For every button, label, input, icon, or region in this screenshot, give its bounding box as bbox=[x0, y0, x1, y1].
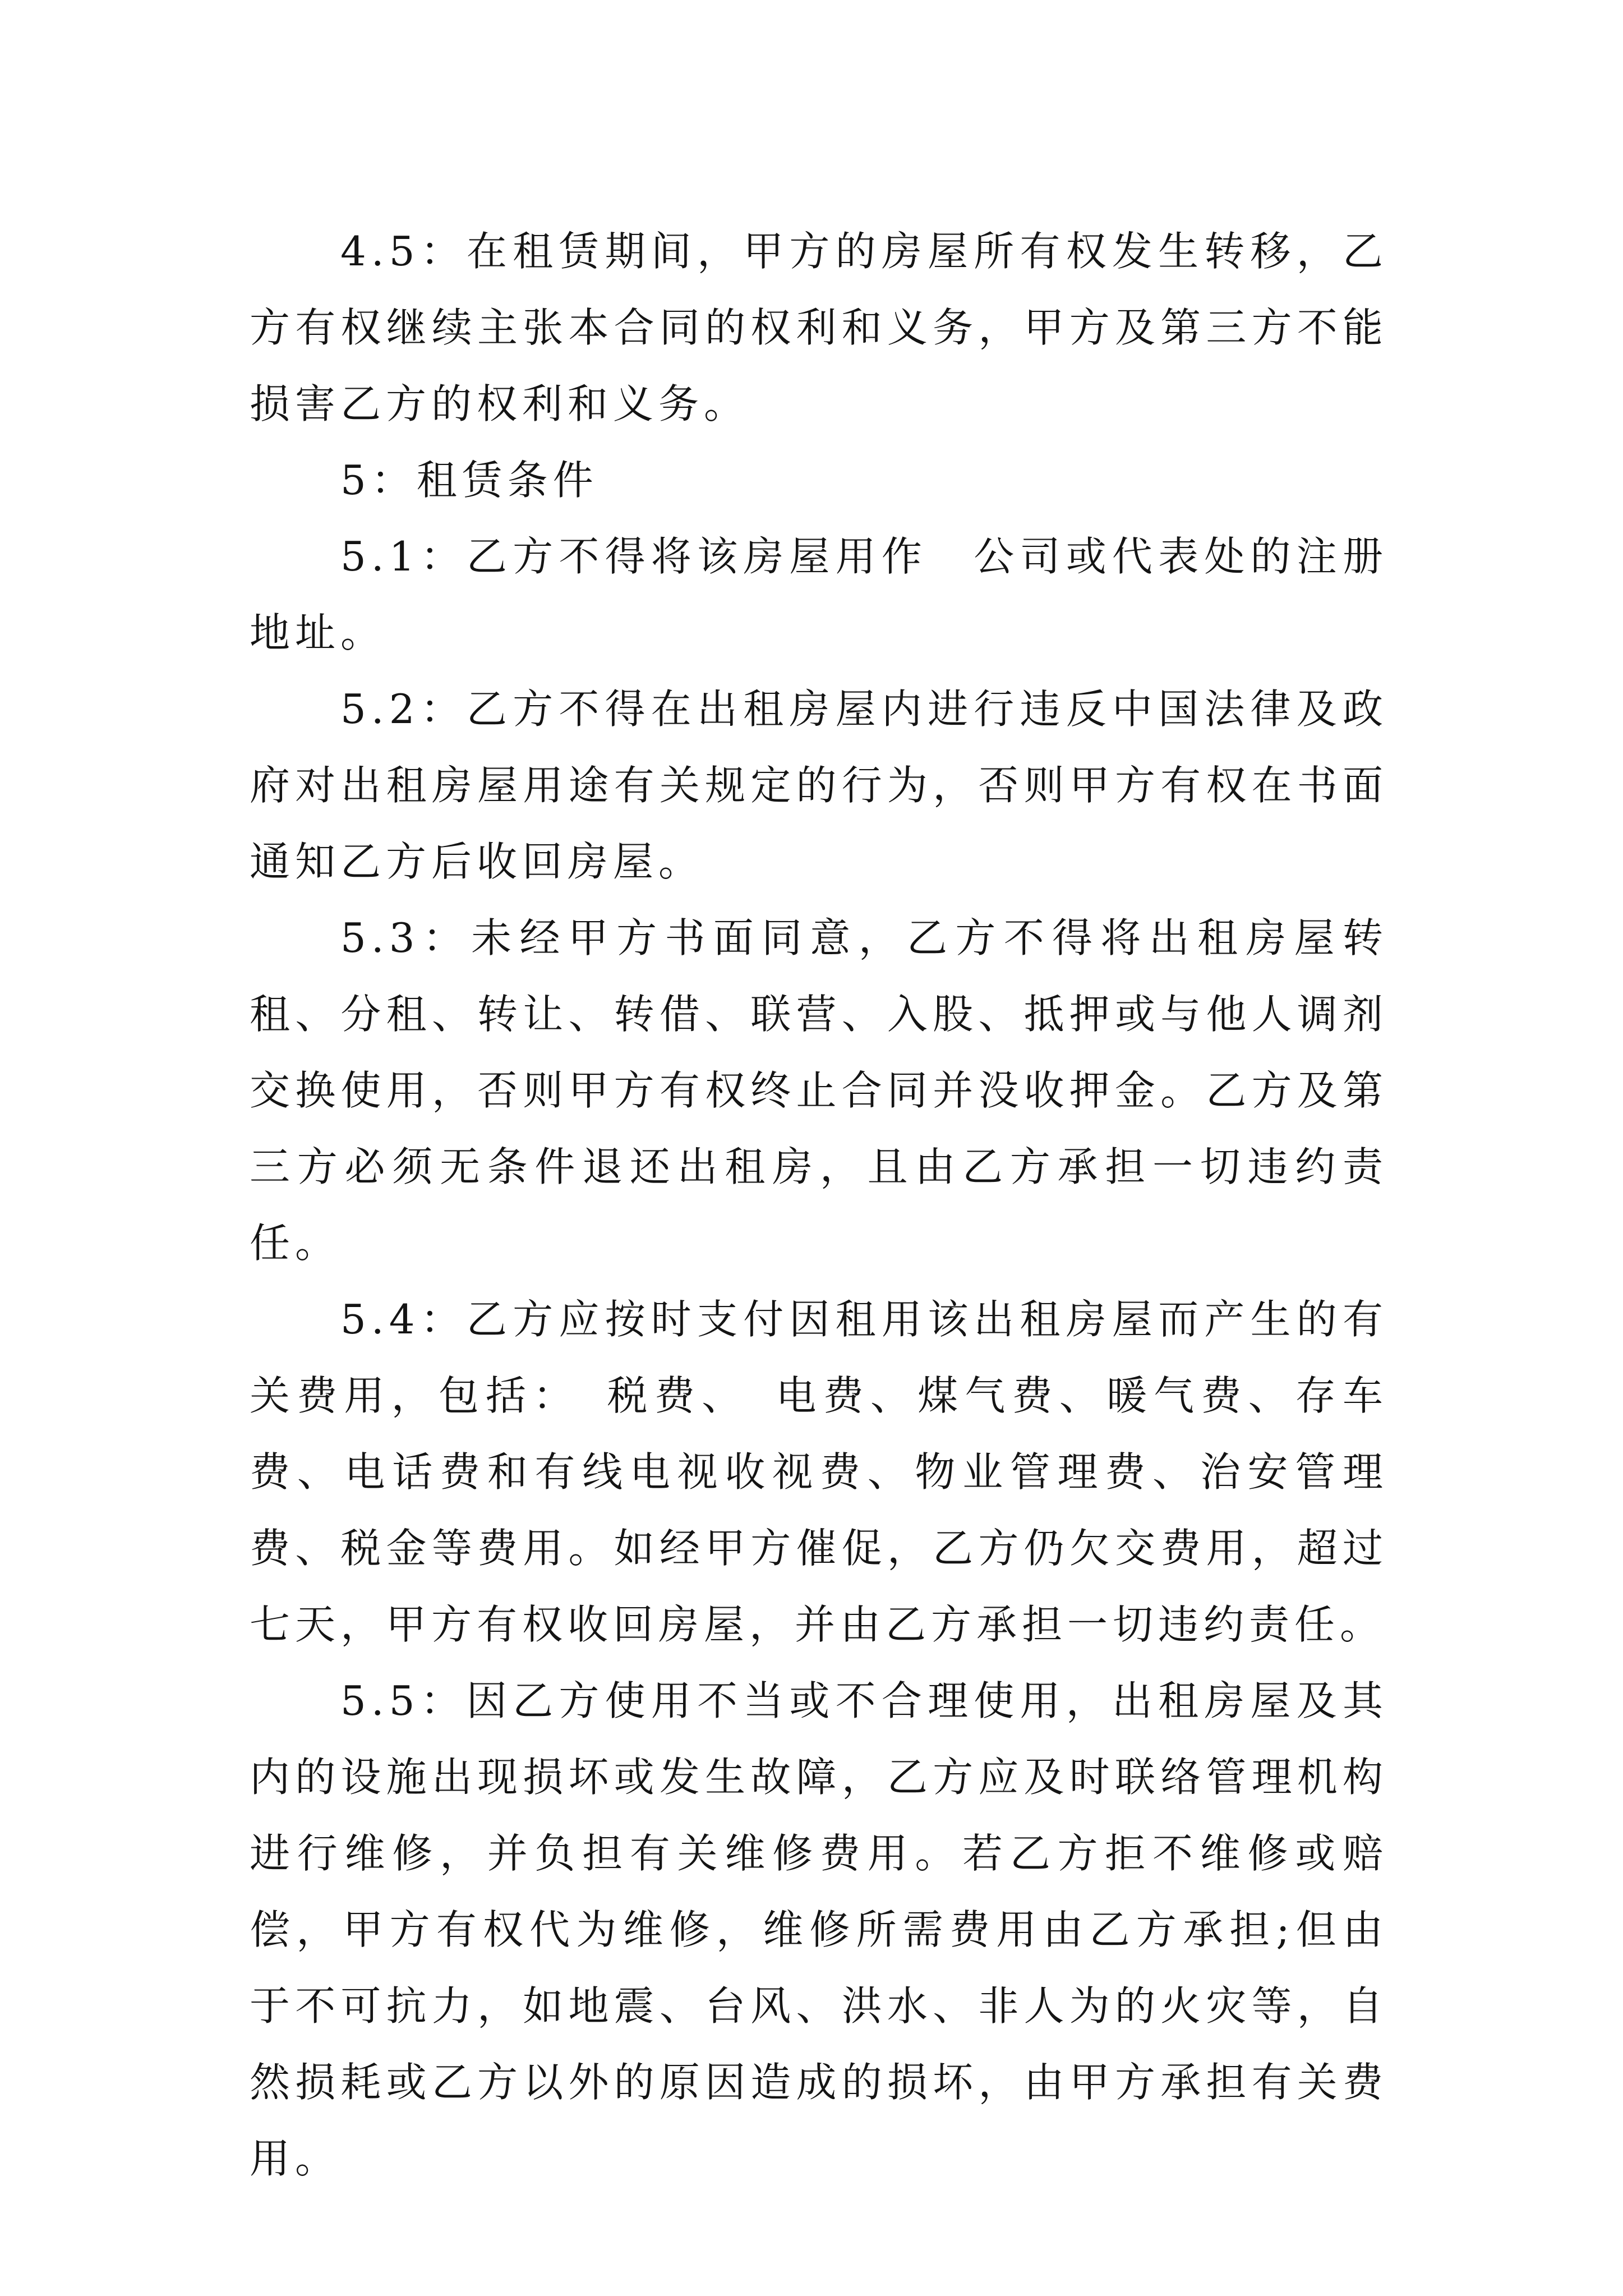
clause-5-5: 5.5：因乙方使用不当或不合理使用，出租房屋及其内的设施出现损坏或发生故障，乙方应及时联络管理机构进行维修，并负担有关维修费用。若乙方拒不维修或赔偿，甲方有权代为维修，维修所需费用由乙方承担;但由于不可抗力，如地震、台风、洪水、非人为的火灾等，自然损耗或乙方以外的原因造成的损坏，由甲方承担有关费用。 bbox=[250, 1677, 1388, 2182]
clause-4-5: 4.5：在租赁期间，甲方的房屋所有权发生转移，乙方有权继续主张本合同的权利和义务，甲方及第三方不能损害乙方的权利和义务。 bbox=[250, 228, 1388, 427]
clause-5-4: 5.4：乙方应按时支付因租用该出租房屋而产生的有关费用，包括： 税费、 电费、煤气费、暖气费、存车费、电话费和有线电视收视费、物业管理费、治安管理费、税金等费用。如经甲方催促，乙方仍欠交费用，超过七天，甲方有权收回房屋，并由乙方承担一切违约责任。 bbox=[250, 1296, 1388, 1648]
clause-5-1: 5.1：乙方不得将该房屋用作 公司或代表处的注册地址。 bbox=[250, 533, 1388, 656]
clause-5-3: 5.3：未经甲方书面同意，乙方不得将出租房屋转租、分租、转让、转借、联营、入股、抵押或与他人调剂交换使用，否则甲方有权终止合同并没收押金。乙方及第三方必须无条件退还出租房，且由乙方承担一切违约责任。 bbox=[250, 914, 1388, 1267]
section-5-heading: 5：租赁条件 bbox=[340, 457, 598, 504]
document-body bbox=[250, 213, 1388, 2197]
clause-5-2: 5.2：乙方不得在出租房屋内进行违反中国法律及政府对出租房屋用途有关规定的行为，否则甲方有权在书面通知乙方后收回房屋。 bbox=[250, 685, 1388, 885]
